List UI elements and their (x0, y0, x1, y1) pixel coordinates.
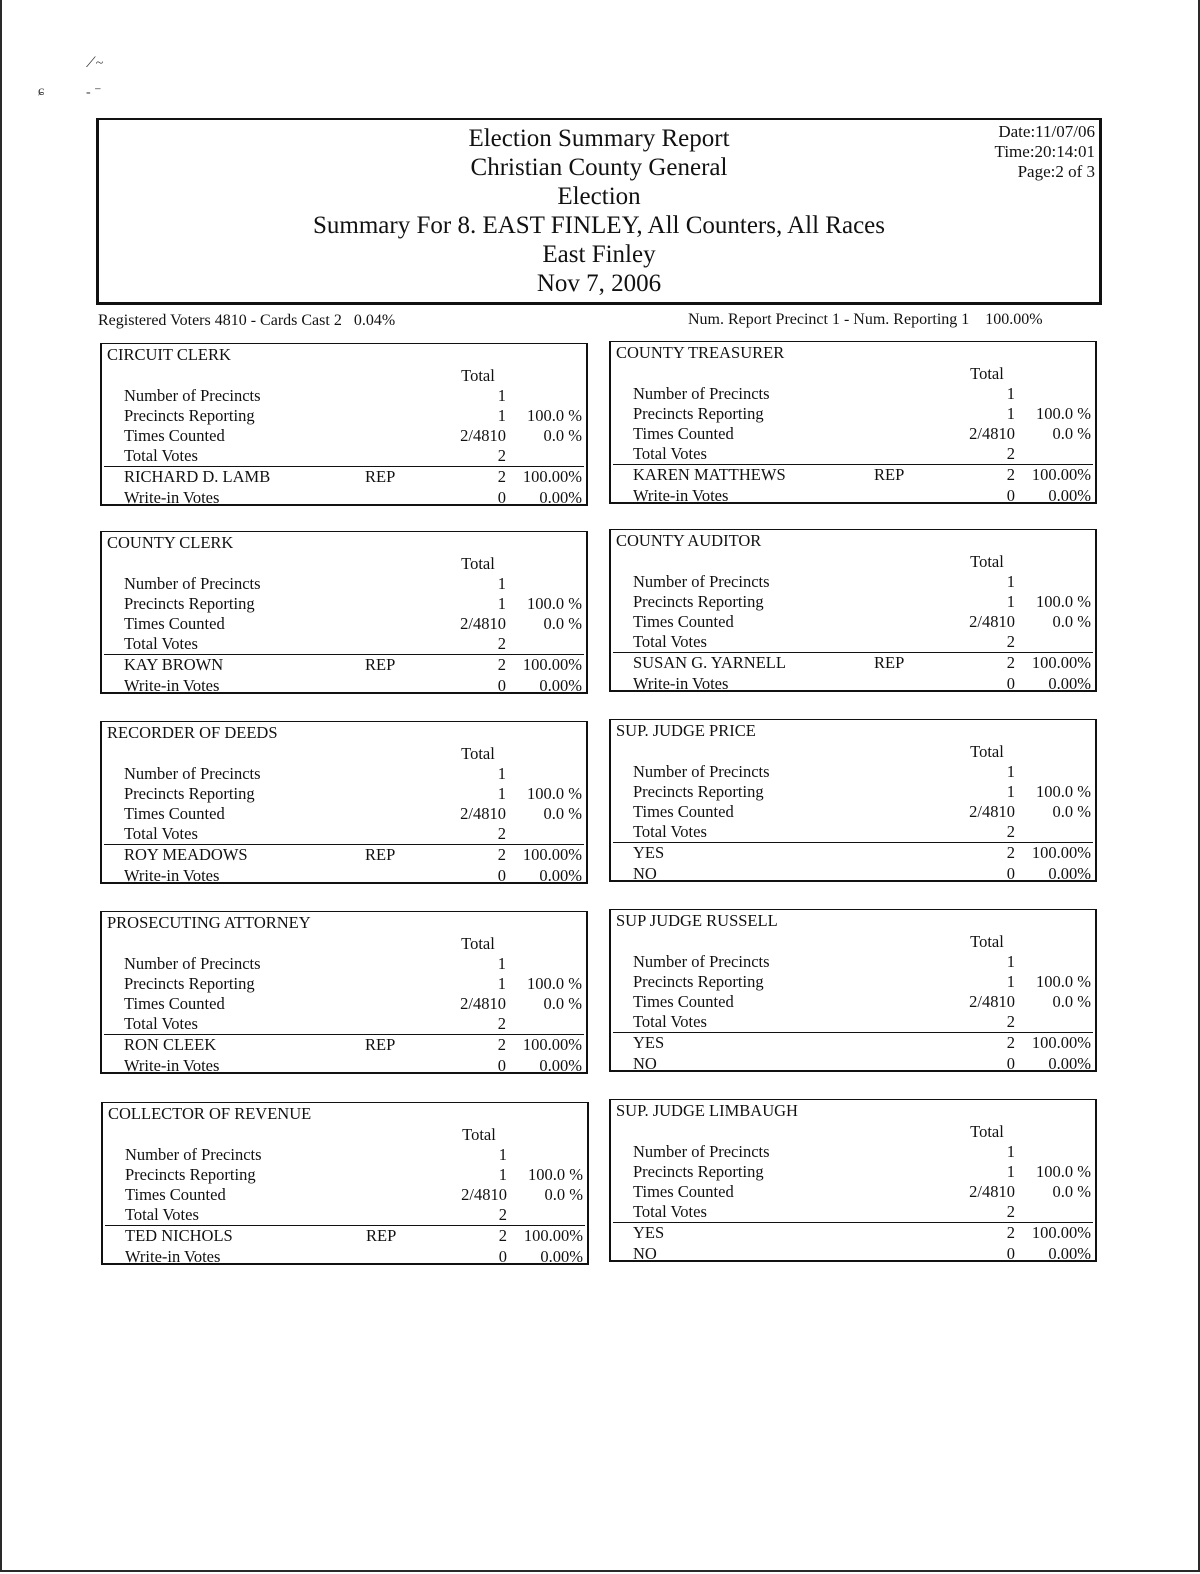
row-total: 2/4810 (461, 1185, 507, 1204)
stat-row (611, 762, 1095, 782)
row-percent: 100.00% (522, 467, 582, 486)
row-total: 1 (1006, 592, 1015, 611)
race-box (609, 529, 1097, 692)
stat-row (611, 1244, 1095, 1264)
row-total: 0 (1006, 1054, 1015, 1073)
row-percent: 0.0 % (543, 994, 582, 1013)
row-percent: 0.0 % (543, 614, 582, 633)
race-box (609, 719, 1097, 882)
stat-row (611, 384, 1095, 404)
stat-row (102, 954, 586, 974)
stat-row (611, 404, 1095, 424)
row-percent: 0.00% (540, 1247, 583, 1266)
row-total: 2 (498, 1205, 507, 1224)
row-percent: 0.0 % (544, 1185, 583, 1204)
row-percent: 0.0 % (1052, 612, 1091, 631)
title-line: Election (557, 183, 641, 210)
row-percent: 0.00% (539, 488, 582, 507)
row-label: Precincts Reporting (633, 782, 764, 801)
row-label: Times Counted (633, 802, 734, 821)
stat-row (611, 992, 1095, 1012)
row-total: 2 (1006, 632, 1015, 651)
row-label: Times Counted (125, 1185, 226, 1204)
row-label: Total Votes (124, 446, 198, 465)
row-label: NO (633, 864, 657, 883)
total-column-header: Total (970, 552, 1004, 571)
candidate-row (611, 653, 1095, 673)
row-total: 1 (1006, 1142, 1015, 1161)
row-total: 0 (497, 488, 506, 507)
stat-row (102, 974, 586, 994)
row-percent: 0.00% (1048, 1244, 1091, 1263)
race-title: COLLECTOR OF REVENUE (108, 1104, 312, 1123)
row-total: 2 (497, 1035, 506, 1054)
row-percent: 100.0 % (1036, 1162, 1091, 1181)
row-label: Number of Precincts (633, 762, 770, 781)
stat-row (611, 674, 1095, 694)
row-label: Times Counted (124, 994, 225, 1013)
report-time: Time:20:14:01 (994, 142, 1095, 161)
row-percent: 100.00% (1031, 843, 1091, 862)
row-total: 2/4810 (460, 994, 506, 1013)
row-label: KAY BROWN (124, 655, 224, 674)
scan-speck: ɕ (38, 84, 45, 99)
row-label: Times Counted (124, 614, 225, 633)
row-total: 1 (1006, 952, 1015, 971)
stat-row (611, 1162, 1095, 1182)
row-percent: 0.0 % (1052, 802, 1091, 821)
total-column-header: Total (461, 744, 495, 763)
candidate-row (102, 655, 586, 675)
row-label: Number of Precincts (633, 572, 770, 591)
party-label: REP (365, 1035, 396, 1054)
total-column-header: Total (461, 934, 495, 953)
row-label: Precincts Reporting (633, 1162, 764, 1181)
row-total: 2/4810 (969, 612, 1015, 631)
stat-row (102, 594, 586, 614)
row-total: 1 (1006, 1162, 1015, 1181)
row-percent: 0.0 % (543, 804, 582, 823)
race-box (100, 911, 588, 1074)
row-label: Times Counted (633, 612, 734, 631)
row-label: SUSAN G. YARNELL (633, 653, 786, 672)
report-page: Page:2 of 3 (1017, 162, 1095, 181)
row-label: Write-in Votes (124, 676, 220, 695)
results-divider (104, 654, 584, 655)
race-box (609, 909, 1097, 1072)
row-label: Precincts Reporting (633, 404, 764, 423)
stat-row (102, 764, 586, 784)
stat-row (611, 444, 1095, 464)
race-title: SUP. JUDGE PRICE (616, 721, 756, 740)
row-label: Total Votes (633, 444, 707, 463)
row-total: 0 (1006, 486, 1015, 505)
row-total: 2 (497, 446, 506, 465)
row-total: 2 (497, 634, 506, 653)
stat-row (611, 972, 1095, 992)
race-box (609, 341, 1097, 504)
row-percent: 100.00% (522, 655, 582, 674)
row-label: RICHARD D. LAMB (124, 467, 271, 486)
row-total: 2 (498, 1226, 507, 1245)
row-percent: 100.00% (1031, 1223, 1091, 1242)
row-total: 1 (497, 974, 506, 993)
total-column-header: Total (970, 932, 1004, 951)
row-percent: 0.00% (1048, 486, 1091, 505)
row-total: 2 (497, 655, 506, 674)
total-column-header: Total (970, 1122, 1004, 1141)
row-percent: 100.0 % (1036, 782, 1091, 801)
stat-row (102, 446, 586, 466)
row-total: 1 (1006, 782, 1015, 801)
row-percent: 100.0 % (527, 406, 582, 425)
stat-row (611, 1012, 1095, 1032)
row-label: Number of Precincts (633, 384, 770, 403)
party-label: REP (366, 1226, 397, 1245)
stat-row (102, 634, 586, 654)
stat-row (103, 1205, 587, 1225)
row-label: Times Counted (633, 992, 734, 1011)
candidate-row (611, 465, 1095, 485)
row-percent: 0.00% (1048, 864, 1091, 883)
results-divider (613, 1222, 1093, 1223)
row-label: Times Counted (124, 426, 225, 445)
row-total: 0 (1006, 674, 1015, 693)
row-label: NO (633, 1054, 657, 1073)
row-label: Precincts Reporting (124, 784, 255, 803)
race-title: CIRCUIT CLERK (107, 345, 231, 364)
candidate-row (102, 845, 586, 865)
row-total: 1 (497, 406, 506, 425)
row-percent: 100.0 % (1036, 404, 1091, 423)
stat-row (611, 1182, 1095, 1202)
race-box (609, 1099, 1097, 1262)
report-title (99, 124, 1099, 298)
race-box (101, 1102, 589, 1265)
row-percent: 0.00% (1048, 1054, 1091, 1073)
row-label: Times Counted (633, 424, 734, 443)
row-label: Number of Precincts (124, 954, 261, 973)
race-title: SUP. JUDGE LIMBAUGH (616, 1101, 798, 1120)
stat-row (102, 574, 586, 594)
row-total: 1 (1006, 572, 1015, 591)
row-total: 2 (497, 467, 506, 486)
row-total: 2 (497, 824, 506, 843)
row-total: 2/4810 (969, 802, 1015, 821)
stat-row (611, 864, 1095, 884)
row-label: Times Counted (124, 804, 225, 823)
row-percent: 0.00% (539, 866, 582, 885)
precinct-summary: Num. Report Precinct 1 - Num. Reporting 1 100.00% (688, 311, 1043, 328)
row-label: Times Counted (633, 1182, 734, 1201)
row-label: Number of Precincts (633, 952, 770, 971)
row-percent: 100.0 % (527, 974, 582, 993)
race-box (100, 531, 588, 694)
row-label: Write-in Votes (124, 866, 220, 885)
row-total: 1 (498, 1145, 507, 1164)
total-column-header: Total (461, 366, 495, 385)
row-percent: 100.00% (1031, 465, 1091, 484)
row-label: Total Votes (633, 632, 707, 651)
party-label: REP (365, 655, 396, 674)
row-label: Total Votes (124, 824, 198, 843)
row-percent: 100.00% (1031, 1033, 1091, 1052)
row-total: 2 (1006, 1202, 1015, 1221)
stat-row (102, 1056, 586, 1076)
row-label: Total Votes (633, 822, 707, 841)
stat-row (103, 1185, 587, 1205)
row-total: 1 (497, 574, 506, 593)
race-box (100, 721, 588, 884)
row-total: 1 (498, 1165, 507, 1184)
stat-row (611, 612, 1095, 632)
stat-row (102, 866, 586, 886)
report-header (96, 118, 1102, 305)
total-column-header: Total (461, 554, 495, 573)
stat-row (102, 386, 586, 406)
party-label: REP (874, 465, 905, 484)
candidate-row (102, 1035, 586, 1055)
row-label: RON CLEEK (124, 1035, 217, 1054)
stat-row (102, 406, 586, 426)
row-total: 2 (497, 1014, 506, 1033)
row-total: 0 (497, 866, 506, 885)
row-percent: 0.0 % (1052, 1182, 1091, 1201)
row-label: YES (633, 1033, 665, 1052)
results-divider (104, 844, 584, 845)
row-total: 1 (497, 764, 506, 783)
results-divider (104, 466, 584, 467)
row-label: Precincts Reporting (124, 594, 255, 613)
row-label: NO (633, 1244, 657, 1263)
row-label: Write-in Votes (125, 1247, 221, 1266)
row-label: Number of Precincts (124, 386, 261, 405)
row-label: Write-in Votes (633, 486, 729, 505)
stat-row (611, 1142, 1095, 1162)
race-title: COUNTY CLERK (107, 533, 234, 552)
row-percent: 100.00% (522, 845, 582, 864)
report-date: Date:11/07/06 (998, 122, 1095, 141)
race-title: COUNTY TREASURER (616, 343, 785, 362)
row-total: 2/4810 (969, 1182, 1015, 1201)
row-label: YES (633, 843, 665, 862)
row-total: 2 (1006, 822, 1015, 841)
row-total: 2 (1006, 653, 1015, 672)
row-total: 2 (1006, 465, 1015, 484)
row-total: 2 (497, 845, 506, 864)
row-label: Precincts Reporting (633, 972, 764, 991)
total-column-header: Total (462, 1125, 496, 1144)
row-total: 1 (1006, 972, 1015, 991)
race-box (100, 343, 588, 506)
stat-row (611, 822, 1095, 842)
row-total: 0 (1006, 1244, 1015, 1263)
candidate-row (103, 1226, 587, 1246)
row-label: Number of Precincts (124, 764, 261, 783)
row-label: Number of Precincts (633, 1142, 770, 1161)
row-percent: 100.00% (522, 1035, 582, 1054)
row-label: Precincts Reporting (633, 592, 764, 611)
stat-row (102, 488, 586, 508)
row-total: 2/4810 (460, 804, 506, 823)
stat-row (611, 802, 1095, 822)
stat-row (102, 994, 586, 1014)
row-label: Number of Precincts (124, 574, 261, 593)
stat-row (102, 676, 586, 696)
candidate-row (611, 843, 1095, 863)
stat-row (103, 1247, 587, 1267)
row-label: Precincts Reporting (125, 1165, 256, 1184)
row-total: 0 (497, 1056, 506, 1075)
stat-row (102, 1014, 586, 1034)
row-total: 0 (498, 1247, 507, 1266)
title-line: Summary For 8. EAST FINLEY, All Counters, All Races (313, 212, 885, 239)
row-total: 1 (497, 386, 506, 405)
party-label: REP (365, 467, 396, 486)
row-total: 2/4810 (969, 992, 1015, 1011)
row-label: Number of Precincts (125, 1145, 262, 1164)
row-percent: 100.0 % (1036, 972, 1091, 991)
row-total: 1 (497, 594, 506, 613)
row-label: Precincts Reporting (124, 406, 255, 425)
row-label: Write-in Votes (633, 674, 729, 693)
stat-row (611, 632, 1095, 652)
row-total: 2/4810 (460, 614, 506, 633)
row-percent: 100.0 % (527, 594, 582, 613)
race-title: PROSECUTING ATTORNEY (107, 913, 311, 932)
row-total: 1 (1006, 404, 1015, 423)
stat-row (611, 1054, 1095, 1074)
stat-row (611, 1202, 1095, 1222)
row-percent: 0.0 % (543, 426, 582, 445)
row-label: Precincts Reporting (124, 974, 255, 993)
row-total: 0 (497, 676, 506, 695)
results-divider (613, 1032, 1093, 1033)
stat-row (611, 592, 1095, 612)
results-divider (105, 1225, 585, 1226)
row-percent: 0.00% (539, 1056, 582, 1075)
title-line: Election Summary Report (468, 125, 730, 152)
row-percent: 100.0 % (1036, 592, 1091, 611)
stat-row (611, 424, 1095, 444)
candidate-row (611, 1223, 1095, 1243)
report-meta (995, 122, 1095, 182)
row-total: 1 (1006, 384, 1015, 403)
row-total: 2/4810 (460, 426, 506, 445)
row-label: TED NICHOLS (125, 1226, 233, 1245)
row-percent: 0.0 % (1052, 424, 1091, 443)
party-label: REP (874, 653, 905, 672)
voter-summary: Registered Voters 4810 - Cards Cast 2 0.04% (98, 312, 396, 329)
results-divider (104, 1034, 584, 1035)
row-label: Total Votes (124, 634, 198, 653)
row-percent: 100.00% (523, 1226, 583, 1245)
results-divider (613, 652, 1093, 653)
row-percent: 100.00% (1031, 653, 1091, 672)
row-total: 0 (1006, 864, 1015, 883)
handwritten-mark: ⟋~ (86, 56, 104, 71)
stat-row (102, 824, 586, 844)
row-percent: 100.0 % (528, 1165, 583, 1184)
row-percent: 100.0 % (527, 784, 582, 803)
total-column-header: Total (970, 742, 1004, 761)
results-divider (613, 464, 1093, 465)
race-title: COUNTY AUDITOR (616, 531, 762, 550)
scan-speck: - ⁻ (86, 85, 102, 100)
row-label: ROY MEADOWS (124, 845, 248, 864)
stat-row (103, 1165, 587, 1185)
row-label: Write-in Votes (124, 488, 220, 507)
candidate-row (102, 467, 586, 487)
stat-row (102, 784, 586, 804)
stat-row (611, 572, 1095, 592)
row-total: 1 (497, 784, 506, 803)
race-title: SUP JUDGE RUSSELL (616, 911, 778, 930)
stat-row (611, 486, 1095, 506)
stat-row (611, 952, 1095, 972)
row-label: YES (633, 1223, 665, 1242)
row-total: 1 (1006, 762, 1015, 781)
row-percent: 0.0 % (1052, 992, 1091, 1011)
row-total: 2/4810 (969, 424, 1015, 443)
stat-row (611, 782, 1095, 802)
row-total: 2 (1006, 1223, 1015, 1242)
row-percent: 0.00% (539, 676, 582, 695)
row-label: KAREN MATTHEWS (633, 465, 786, 484)
title-line: East Finley (542, 241, 656, 268)
row-total: 1 (497, 954, 506, 973)
stat-row (103, 1145, 587, 1165)
row-label: Write-in Votes (124, 1056, 220, 1075)
row-percent: 0.00% (1048, 674, 1091, 693)
stat-row (102, 614, 586, 634)
party-label: REP (365, 845, 396, 864)
total-column-header: Total (970, 364, 1004, 383)
stat-row (102, 426, 586, 446)
row-total: 2 (1006, 1033, 1015, 1052)
row-label: Total Votes (633, 1012, 707, 1031)
row-total: 2 (1006, 843, 1015, 862)
race-title: RECORDER OF DEEDS (107, 723, 278, 742)
row-total: 2 (1006, 444, 1015, 463)
results-divider (613, 842, 1093, 843)
title-line: Nov 7, 2006 (536, 270, 662, 297)
title-line: Christian County General (470, 154, 728, 181)
candidate-row (611, 1033, 1095, 1053)
row-label: Total Votes (124, 1014, 198, 1033)
row-total: 2 (1006, 1012, 1015, 1031)
stat-row (102, 804, 586, 824)
row-label: Total Votes (125, 1205, 199, 1224)
row-label: Total Votes (633, 1202, 707, 1221)
